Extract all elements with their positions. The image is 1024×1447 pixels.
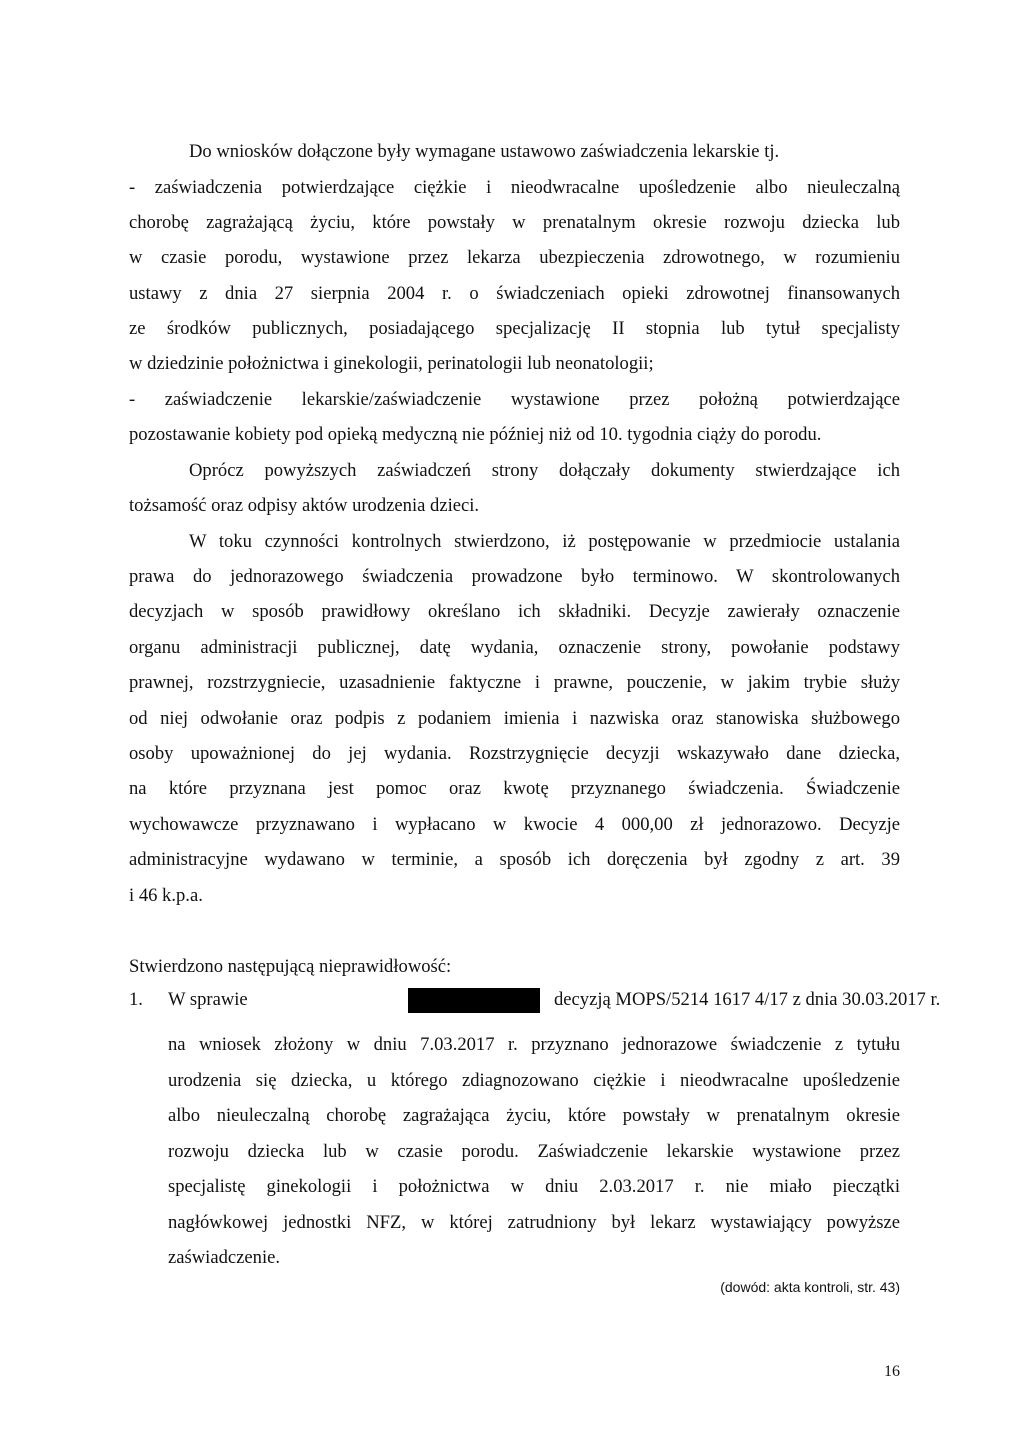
intro-line: Do wniosków dołączone były wymagane ustawowo zaświadczenia lekarskie tj. — [189, 141, 780, 162]
bullet2-line: pozostawanie kobiety pod opieką medyczną nie później niż od 10. tygodnia ciąży do porodu. — [129, 424, 822, 445]
control-line: i 46 k.p.a. — [129, 885, 203, 906]
bullet1-line: chorobę zagrażającą życiu, które powstały w prenatalnym okresie rozwoju dziecka lub — [129, 212, 900, 233]
control-line: prawa do jednorazowego świadczenia prowadzone było terminowo. W skontrolowanych — [129, 566, 900, 587]
bullet2-line: - zaświadczenie lekarskie/zaświadczenie wystawione przez położną potwierdzające — [129, 389, 900, 410]
bullet1-line: ze środków publicznych, posiadającego specjalizację II stopnia lub tytuł specjalisty — [129, 318, 900, 339]
control-line: administracyjne wydawano w terminie, a sposób ich doręczenia był zgodny z art. 39 — [129, 849, 900, 870]
finding-line: albo nieuleczalną chorobę zagrażająca życiu, które powstały w prenatalnym okresie — [168, 1105, 900, 1126]
finding-line: nagłówkowej jednostki NFZ, w której zatrudniony był lekarz wystawiający powyższe — [168, 1212, 900, 1233]
finding-decision: decyzją MOPS/5214 1617 4/17 z dnia 30.03.2017 r. — [554, 989, 941, 1010]
bullet1-line: w dziedzinie położnictwa i ginekologii, perinatologii lub neonatologii; — [129, 353, 654, 374]
finding-line: zaświadczenie. — [168, 1247, 281, 1268]
finding-number: 1. — [129, 989, 143, 1010]
control-line: wychowawcze przyznawano i wypłacano w kwocie 4 000,00 zł jednorazowo. Decyzje — [129, 814, 900, 835]
finding-line: na wniosek złożony w dniu 7.03.2017 r. przyznano jednorazowe świadczenie z tytułu — [168, 1034, 900, 1055]
control-line: W toku czynności kontrolnych stwierdzono, iż postępowanie w przedmiocie ustalania — [189, 531, 900, 552]
control-line: decyzjach w sposób prawidłowy określano ich składniki. Decyzje zawierały oznaczenie — [129, 601, 900, 622]
other-docs-line: tożsamość oraz odpisy aktów urodzenia dzieci. — [129, 495, 480, 516]
control-line: od niej odwołanie oraz podpis z podaniem imienia i nazwiska oraz stanowiska służbowego — [129, 708, 900, 729]
finding-line: rozwoju dziecka lub w czasie porodu. Zaświadczenie lekarskie wystawione przez — [168, 1141, 900, 1162]
finding-lead: W sprawie — [168, 989, 248, 1010]
bullet1-line: - zaświadczenia potwierdzające ciężkie i nieodwracalne upośledzenie albo nieuleczalną — [129, 177, 900, 198]
other-docs-line: Oprócz powyższych zaświadczeń strony dołączały dokumenty stwierdzające ich — [189, 460, 900, 481]
control-line: prawnej, rozstrzygniecie, uzasadnienie faktyczne i prawne, pouczenie, w jakim trybie służy — [129, 672, 900, 693]
redaction-bar — [408, 988, 540, 1013]
control-line: organu administracji publicznej, datę wydania, oznaczenie strony, powołanie podstawy — [129, 637, 900, 658]
finding-item — [129, 988, 941, 1014]
bullet1-line: w czasie porodu, wystawione przez lekarza ubezpieczenia zdrowotnego, w rozumieniu — [129, 247, 900, 268]
finding-line: specjalistę ginekologii i położnictwa w dniu 2.03.2017 r. nie miało pieczątki — [168, 1176, 900, 1197]
finding-line: urodzenia się dziecka, u którego zdiagnozowano ciężkie i nieodwracalne upośledzenie — [168, 1070, 900, 1091]
control-line: osoby upoważnionej do jej wydania. Rozstrzygnięcie decyzji wskazywało dane dziecka, — [129, 743, 900, 764]
finding-heading: Stwierdzono następującą nieprawidłowość: — [129, 956, 452, 977]
control-line: na które przyznana jest pomoc oraz kwotę przyznanego świadczenia. Świadczenie — [129, 778, 900, 799]
page-number: 16 — [884, 1363, 900, 1380]
bullet1-line: ustawy z dnia 27 sierpnia 2004 r. o świadczeniach opieki zdrowotnej finansowanych — [129, 283, 900, 304]
evidence-reference: (dowód: akta kontroli, str. 43) — [720, 1279, 900, 1295]
